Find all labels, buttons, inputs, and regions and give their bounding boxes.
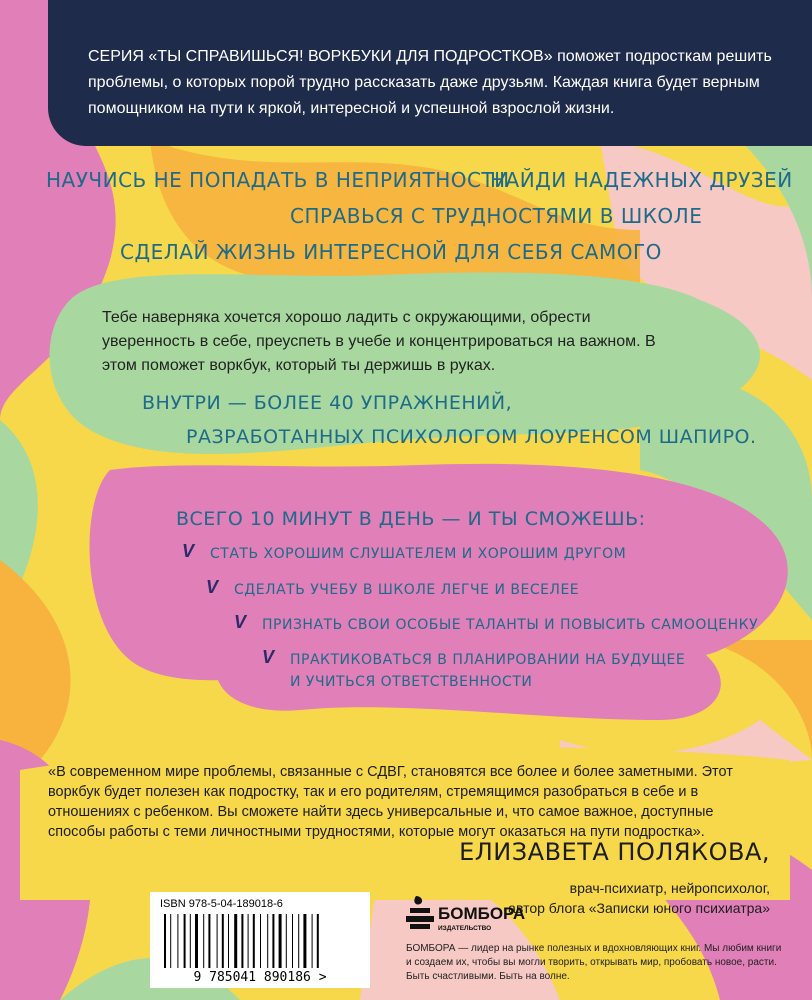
series-intro-text: СЕРИЯ «ТЫ СПРАВИШЬСЯ! ВОРКБУКИ ДЛЯ ПОДРОСТКОВ» поможет подросткам решить проблемы, о которых порой трудно рассказать даже друзьям. Каждая книга будет верным помощником на пути к яркой, интересной и успешной взрослой жизни.: [88, 48, 772, 117]
check-mark-icon: V: [206, 577, 219, 597]
benefit-item: ПРИЗНАТЬ СВОИ ОСОБЫЕ ТАЛАНТЫ И ПОВЫСИТЬ САМООЦЕНКУ: [262, 617, 759, 633]
publisher-logo-icon: [406, 894, 434, 930]
check-mark-icon: V: [234, 612, 247, 632]
inside-exercises-line1: ВНУТРИ — БОЛЕЕ 40 УПРАЖНЕНИЙ,: [142, 392, 513, 414]
author-role-line2: автор блога «Записки юного психиатра»: [508, 900, 770, 916]
benefits-title: ВСЕГО 10 МИНУТ В ДЕНЬ — И ТЫ СМОЖЕШЬ:: [176, 508, 646, 530]
benefit-item: СТАТЬ ХОРОШИМ СЛУШАТЕЛЕМ И ХОРОШИМ ДРУГОМ: [210, 546, 627, 562]
publisher-name: БОМБОРА: [438, 904, 526, 923]
expert-quote: «В современном мире проблемы, связанные с СДВГ, становятся все более и более заметными. Этот воркбук будет полезен как подростку, так и его родителям, стремящимся разобраться в себе и в отношениях с ребенком. Вы сможете найти здесь универсальные и, что самое важное, доступные способы работы с теми личностными трудностями, которые могут оказаться на пути подростка».: [48, 764, 733, 840]
isbn-number: ISBN 978-5-04-189018-6: [160, 898, 283, 910]
headline-find-friends: НАЙДИ НАДЕЖНЫХ ДРУЗЕЙ: [490, 168, 793, 192]
barcode-digits: 9 785041 890186 >: [193, 970, 327, 985]
quote-author-name: ЕЛИЗАВЕТА ПОЛЯКОВА,: [459, 838, 770, 866]
inside-exercises-line2: РАЗРАБОТАННЫХ ПСИХОЛОГОМ ЛОУРЕНСОМ ШАПИРО.: [186, 426, 757, 448]
benefit-item: СДЕЛАТЬ УЧЕБУ В ШКОЛЕ ЛЕГЧЕ И ВЕСЕЛЕЕ: [234, 582, 580, 598]
benefit-item: ПРАКТИКОВАТЬСЯ В ПЛАНИРОВАНИИ НА БУДУЩЕЕ: [290, 652, 686, 668]
publisher-subtitle: ИЗДАТЕЛЬСТВО: [438, 925, 492, 932]
headline-school-difficulties: СПРАВЬСЯ С ТРУДНОСТЯМИ В ШКОЛЕ: [290, 204, 703, 228]
barcode-box: [150, 892, 370, 988]
barcode-icon: [160, 914, 360, 968]
headline-interesting-life: СДЕЛАЙ ЖИЗНЬ ИНТЕРЕСНОЙ ДЛЯ СЕБЯ САМОГО: [120, 240, 662, 264]
check-mark-icon: V: [262, 647, 275, 667]
author-role-line1: врач-психиатр, нейропсихолог,: [569, 880, 770, 896]
headline-avoid-trouble: НАУЧИСЬ НЕ ПОПАДАТЬ В НЕПРИЯТНОСТИ: [46, 168, 510, 192]
book-description: Тебе наверняка хочется хорошо ладить с окружающими, обрести уверенность в себе, преуспеть в учебе и концентрироваться на важном. В этом поможет воркбук, который ты держишь в руках.: [102, 309, 656, 374]
check-mark-icon: V: [182, 541, 195, 561]
benefit-item-continued: И УЧИТЬСЯ ОТВЕТСТВЕННОСТИ: [290, 674, 533, 690]
quote-author-role: [508, 878, 770, 918]
publisher-description: БОМБОРА — лидер на рынке полезных и вдохновляющих книг. Мы любим книги и создаем их, чтобы вы могли творить, открывать мир, пробовать новое, расти. Быть счастливыми. Быть на волне.: [406, 943, 782, 982]
